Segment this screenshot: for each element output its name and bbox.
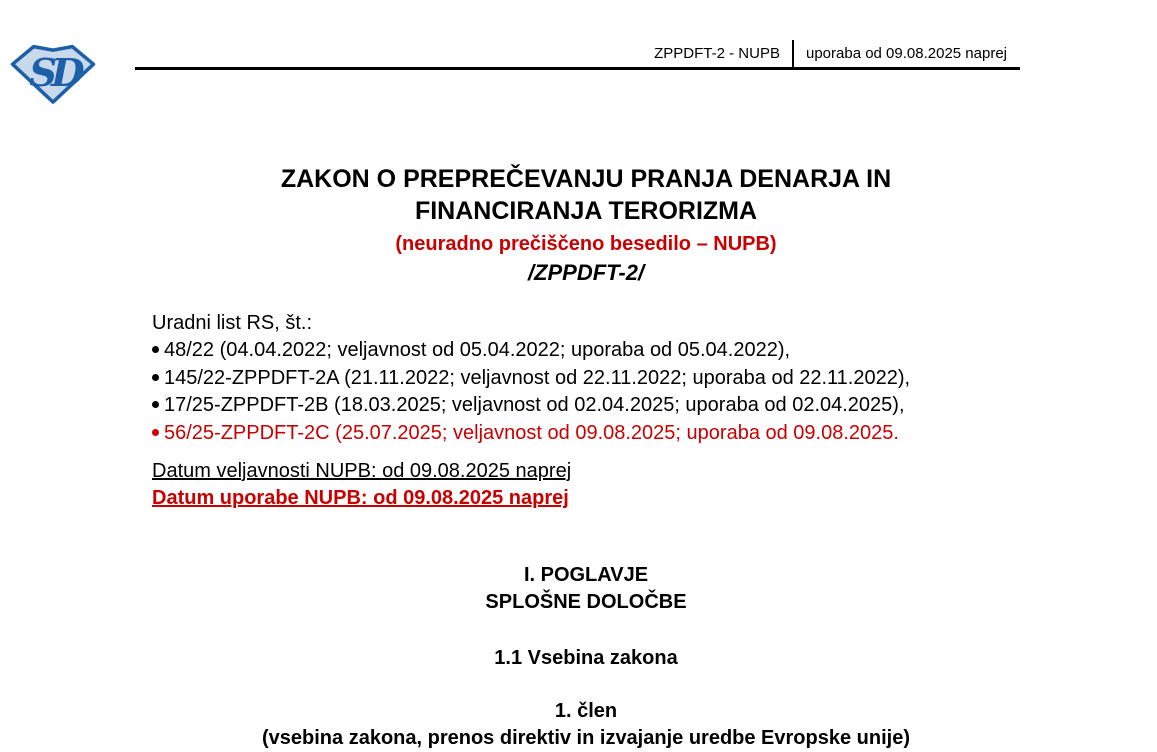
gazette-heading: Uradni list RS, št.: bbox=[152, 312, 313, 334]
gazette-item-text: 17/25-ZPPDFT-2B (18.03.2025; veljavnost od 02.04.2025; uporaba od 02.04.2025), bbox=[164, 394, 905, 417]
gazette-item bbox=[152, 365, 1020, 392]
bullet-icon bbox=[152, 346, 159, 353]
title-line-1: ZAKON O PREPREČEVANJU PRANJA DENARJA IN bbox=[280, 165, 892, 193]
gazette-item-text: 48/22 (04.04.2022; veljavnost od 05.04.2022; uporaba od 05.04.2022), bbox=[164, 339, 791, 362]
gazette-item bbox=[152, 420, 1020, 447]
article-caption: (vsebina zakona, prenos direktiv in izvajanje uredbe Evropske unije) bbox=[262, 727, 910, 749]
chapter-title: SPLOŠNE DOLOČBE bbox=[485, 591, 687, 613]
chapter-heading bbox=[152, 562, 1020, 616]
gazette-list bbox=[152, 310, 1020, 447]
title-subtitle: (neuradno prečiščeno besedilo – NUPB) bbox=[395, 233, 777, 255]
header-divider bbox=[792, 40, 794, 68]
page-header bbox=[654, 40, 1007, 68]
chapter-number: I. POGLAVJE bbox=[523, 564, 649, 586]
bullet-icon bbox=[152, 401, 159, 408]
dates-block bbox=[152, 458, 1020, 512]
page-title bbox=[152, 163, 1020, 227]
gazette-item-text: 145/22-ZPPDFT-2A (21.11.2022; veljavnost od 22.11.2022; uporaba od 22.11.2022), bbox=[164, 366, 911, 389]
header-doc-code: ZPPDFT-2 - NUPB bbox=[654, 45, 780, 62]
gazette-item bbox=[152, 392, 1020, 419]
title-doc-code: /ZPPDFT-2/ bbox=[527, 260, 645, 285]
title-block bbox=[152, 163, 1020, 287]
gazette-item bbox=[152, 337, 1020, 364]
title-line-2: FINANCIRANJA TERORIZMA bbox=[414, 197, 758, 225]
article-number: 1. člen bbox=[554, 700, 618, 722]
section-title: 1.1 Vsebina zakona bbox=[494, 647, 678, 669]
header-validity: uporaba od 09.08.2025 naprej bbox=[805, 45, 1007, 62]
header-rule bbox=[135, 67, 1020, 70]
logo-letters: SD bbox=[29, 51, 79, 97]
bullet-icon bbox=[152, 374, 159, 381]
bullet-icon bbox=[152, 429, 159, 436]
date-usage: Datum uporabe NUPB: od 09.08.2025 naprej bbox=[152, 487, 569, 509]
date-validity: Datum veljavnosti NUPB: od 09.08.2025 naprej bbox=[152, 460, 572, 482]
article-heading bbox=[152, 698, 1020, 752]
sd-shield-icon bbox=[9, 40, 97, 106]
sd-logo bbox=[9, 40, 97, 106]
section-heading bbox=[152, 645, 1020, 672]
gazette-item-text: 56/25-ZPPDFT-2C (25.07.2025; veljavnost od 09.08.2025; uporaba od 09.08.2025. bbox=[164, 421, 899, 444]
